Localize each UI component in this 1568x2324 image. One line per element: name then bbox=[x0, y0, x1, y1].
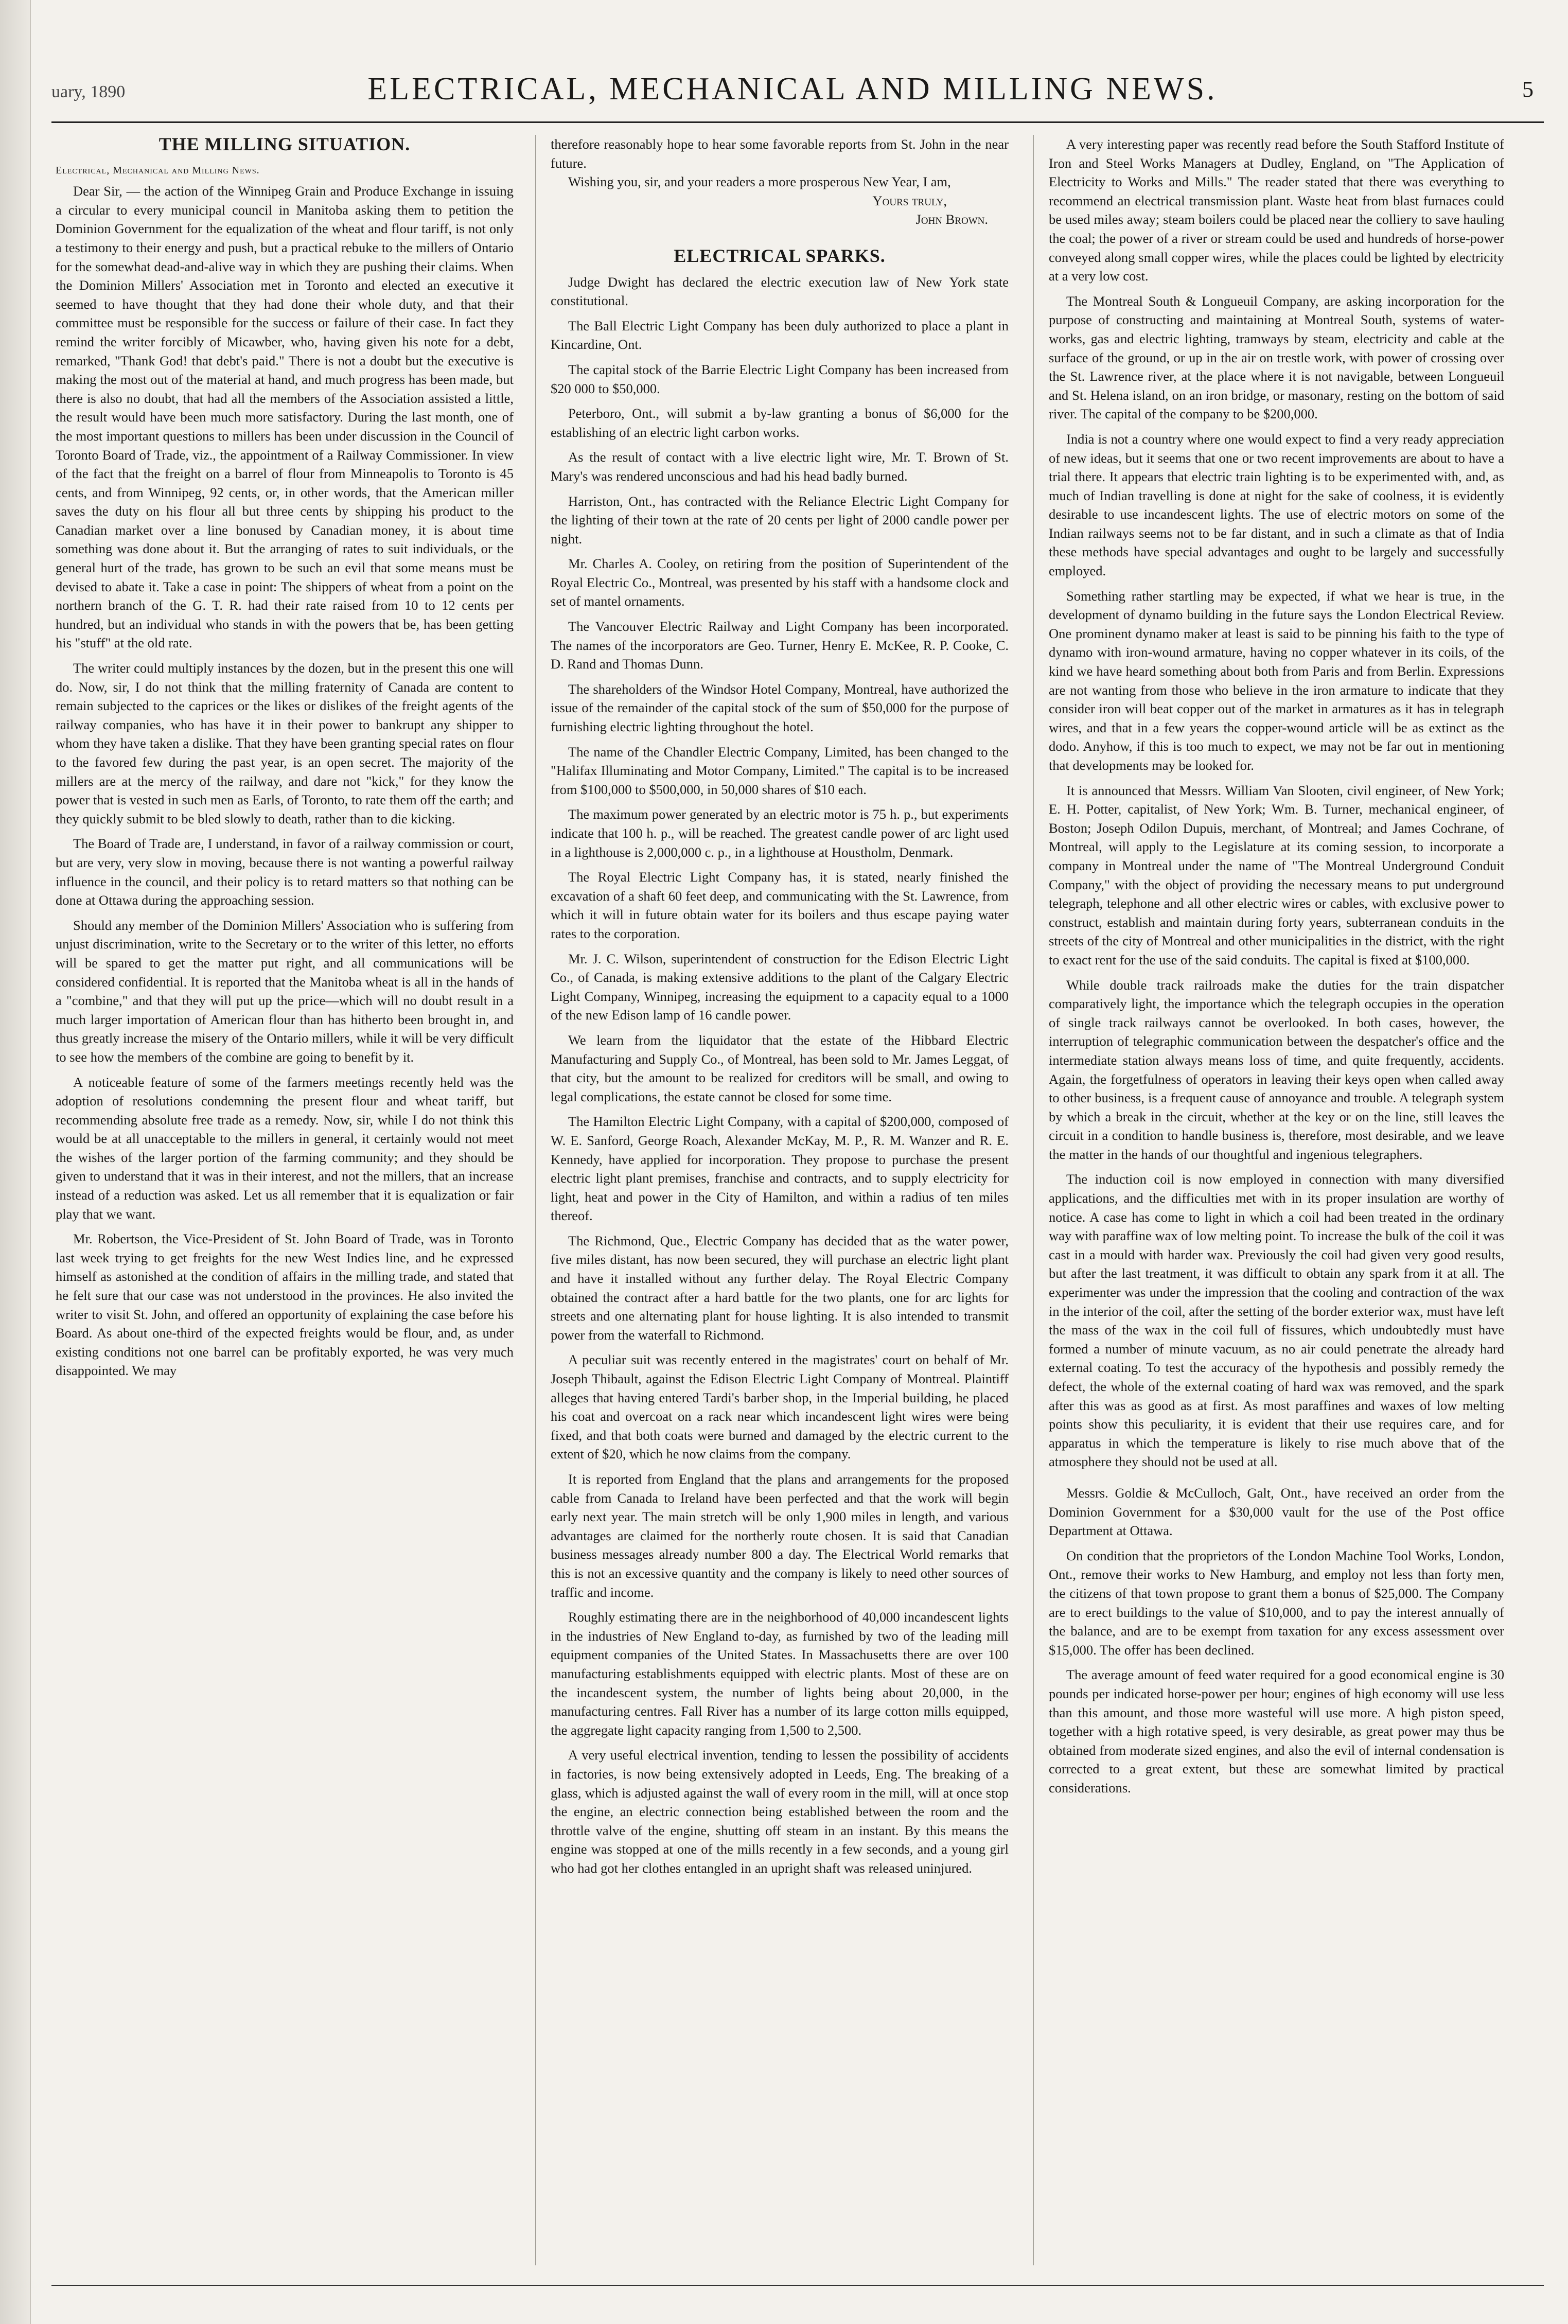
news-item: The Montreal South & Longueuil Company, are asking incorporation for the purpose of constructing and maintaining at Montreal South, systems of water-works, gas and electric lighting, tramways by steam, electricity and cable at the surface of the ground, or up in the air on trestle work, with power of crossing over the St. Lawrence river, at the place where it is not navigable, between Longueuil and St. Helena island, on an iron bridge, or masonary, resting on the bottom of said river. The capital of the company to be $200,000. bbox=[1049, 293, 1504, 422]
header-rule bbox=[51, 121, 1544, 123]
paragraph: Should any member of the Dominion Millers' Association who is suffering from unjust discrimination, write to the Secretary or to the writer of this letter, no efforts will be spared to get the matter put right, and all communications will be considered confidential. It is reported that the Manitoba wheat is all in the hands of a "combine," and that they will put up the price—which will no doubt result in a much larger importation of American flour than has hitherto been brought in, and thus greatly increase the misery of the Ontario millers, while it will be very difficult to see how the members of the combine are going to benefit by it. bbox=[56, 917, 514, 1065]
closing-line: Wishing you, sir, and your readers a more prosperous New Year, I am, bbox=[568, 174, 951, 190]
page-number: 5 bbox=[1522, 77, 1534, 102]
news-item: The average amount of feed water required for a good economical engine is 30 pounds per indicated horse-power per hour; engines of high economy will use less than this amount, and those more wasteful will use more. A high piston speed, together with a high rotative speed, is very desirable, as great power may thus be obtained from moderate sized engines, and also the evil of internal condensation is corrected to a great extent, but these are somewhat limited by practical considerations. bbox=[1049, 1667, 1504, 1795]
news-item: It is announced that Messrs. William Van Slooten, civil engineer, of New York; E. H. Potter, capitalist, of New York; Wm. B. Turner, mechanical engineer, of Boston; Joseph Odilon Dupuis, merchant, of Montreal; and James Cochrane, of Montreal, will apply to the Legislature at its coming session, to incorporate a company in Montreal under the name of "The Montreal Underground Conduit Company," with the object of providing the necessary means to put underground telegraph, telephone and all other electric wires or cables, with exclusive power to construct, establish and maintain during forty years, subterranean conduits in the streets of the city of Montreal and other municipalities in the district, with the right to exact rent for the use of the said conduits. The capital is fixed at $100,000. bbox=[1049, 782, 1504, 967]
paragraph: The writer could multiply instances by the dozen, but in the present this one will do. Now, sir, I do not think that the milling fraternity of Canada are content to remain subjected to the caprices or the likes or dislikes of the freight agents of the railway companies, who has have it in their power to bankrupt any shipper to whom they have taken a dislike. That they have been granting special rates on flour to the favored few during the past year, is an open secret. The majority of the millers are at the mercy of the railway, and dare not "kick," for they know the power that is vested in such men as Earls, of Toronto, to rate them off the earth; and they quickly submit to be bled slowly to death, rather than to die kicking. bbox=[56, 660, 514, 826]
news-item: A very interesting paper was recently read before the South Stafford Institute of Iron and Steel Works Managers at Dudley, England, on "The Application of Electricity to Works and Mills." The reader stated that there was everything to recommend an electrical transmission plant. Waste heat from blast furnaces could be used miles away; steam boilers could be placed near the colliery to save hauling the coal; the power of a river or stream could be used and hundreds of horse-power conveyed along small copper wires, while the places could be lighted by electricity at a very low cost. bbox=[1049, 136, 1504, 284]
news-item: India is not a country where one would expect to find a very ready appreciation of new ideas, but it seems that one or two recent improvements are about to have a trial there. It appears that electric train lighting is to be experimented with, and, as much of Indian travelling is done at night for the sake of coolness, it is evidently desirable to use incandescent lights. The use of electric motors on some of the Indian railways seems not to be far distant, and in such a climate as that of India these methods have special advantages and ought to be largely and successfully employed. bbox=[1049, 431, 1504, 579]
news-item: The capital stock of the Barrie Electric Light Company has been increased from $20 000 to $50,000. bbox=[551, 361, 1009, 396]
news-item: While double track railroads make the duties for the train dispatcher comparatively light, the importance which the telegraph occupies in the operation of single track railways cannot be overlooked. In both cases, however, the interruption of telegraphic communication between the despatcher's office and the intermediate station always means loss of time, and quite frequently, accidents. Again, the forgetfulness of operators in leaving their keys open when called away to other business, is a frequent cause of annoyance and trouble. A telegraph system by which a break in the circuit, whether at the key or on the line, still leaves the circuit in a condition to handle business is, therefore, most desirable, and we leave the matter in the hands of our thoughtful and ingenious telegraphers. bbox=[1049, 977, 1504, 1162]
paragraph: Mr. Robertson, the Vice-President of St. John Board of Trade, was in Toronto last week trying to get freights for the new West Indies line, and he expressed himself as astonished at the condition of affairs in the milling trade, and stated that he felt sure that our case was not understood in the provinces. He also invited the writer to visit St. John, and offered an opportunity of explaining the case before his Board. As about one-third of the expected freights would be flour, and, as under existing conditions not one barrel can be profitably exported, he was very much disappointed. We may bbox=[56, 1231, 514, 1379]
page-header bbox=[36, 71, 1549, 117]
news-item: As the result of contact with a live electric light wire, Mr. T. Brown of St. Mary's was rendered unconscious and had his head badly burned. bbox=[551, 449, 1009, 484]
column-divider bbox=[1033, 135, 1034, 2265]
news-item: Mr. Charles A. Cooley, on retiring from the position of Superintendent of the Royal Electric Co., Montreal, was presented by his staff with a handsome clock and set of mantel ornaments. bbox=[551, 556, 1009, 609]
column-divider bbox=[535, 135, 536, 2265]
news-item: The Ball Electric Light Company has been duly authorized to place a plant in Kincardine, Ont. bbox=[551, 318, 1009, 353]
yours-truly: Yours truly, bbox=[872, 192, 947, 208]
article-subheading: Electrical, Mechanical and Milling News. bbox=[56, 164, 260, 176]
news-item: On condition that the proprietors of the London Machine Tool Works, London, Ont., remove their works to New Hamburg, and employ not less than forty men, the citizens of that town propose to grant them a bonus of $25,000. The Company are to erect buildings to the value of $10,000, and to pay the interest annually of the balance, and are to be exempt from taxation for any excess assessment over $15,000. The offer has been declined. bbox=[1049, 1547, 1504, 1658]
news-item: Something rather startling may be expected, if what we hear is true, in the development of dynamo building in the future says the London Electrical Review. One prominent dynamo maker at least is said to be pinning his faith to the type of dynamo with iron-wound armature, having no copper whatever in its coils, of the kind we have heard something about both from Paris and from Berlin. Expressions are not wanting from those who believe in the iron armature to indicate that they consider iron will beat copper out of the market in armatures as it has in telegraph wires, and that in a few years the copper-wound article will be as extinct as the dodo. Anyhow, if this is too much to expect, we may not be far out in mentioning that developments may be looked for. bbox=[1049, 588, 1504, 773]
footer-rule bbox=[51, 2285, 1544, 2286]
news-item: Messrs. Goldie & McCulloch, Galt, Ont., have received an order from the Dominion Government for a $30,000 vault for the use of the Post office Department at Ottawa. bbox=[1049, 1485, 1504, 1539]
column-news-items bbox=[1049, 135, 1504, 1797]
article-heading: ELECTRICAL SPARKS. bbox=[674, 245, 886, 266]
article-heading: THE MILLING SITUATION. bbox=[158, 134, 411, 154]
paragraph: A noticeable feature of some of the farmers meetings recently held was the adoption of resolutions condemning the present flour and wheat tariff, but recommending absolute free trade as a remedy. Now, sir, while I do not think this would be at all unacceptable to the millers in general, it certainly would not meet the wishes of the larger portion of the farming community; and they should be given to understand that it was in their interest, and not the millers, that an increase instead of a reduction was asked. Let us all remember that it is equalization or fair play that we want. bbox=[56, 1074, 514, 1222]
news-item: We learn from the liquidator that the estate of the Hibbard Electric Manufacturing and Supply Co., of Montreal, has been sold to Mr. James Leggat, of that city, but the amount to be realized for creditors will be small, and owing to legal complications, the estate cannot be closed for some time. bbox=[551, 1032, 1009, 1104]
news-item: The Hamilton Electric Light Company, with a capital of $200,000, composed of W. E. Sanford, George Roach, Alexander McKay, M. P., R. M. Wanzer and R. E. Kennedy, have applied for incorporation. They propose to purchase the present electric light plant premises, franchise and contracts, and to supply electricity for light, heat and power in the City of Hamilton, and within a radius of ten miles thereof. bbox=[551, 1114, 1009, 1224]
column-electrical-sparks bbox=[551, 135, 1009, 1877]
news-item: The name of the Chandler Electric Company, Limited, has been changed to the "Halifax Illuminating and Motor Company, Limited." The capital is to be increased from $100,000 to $500,000, in 50,000 shares of $10 each. bbox=[551, 744, 1009, 797]
news-item: The maximum power generated by an electric motor is 75 h. p., but experiments indicate that 100 h. p., will be reached. The greatest candle power of arc light used in a lighthouse is 2,000,000 c. p., in a lighthouse at Houstholm, Denmark. bbox=[551, 806, 1009, 860]
publication-title: ELECTRICAL, MECHANICAL AND MILLING NEWS. bbox=[367, 72, 1218, 107]
news-item: The Royal Electric Light Company has, it is stated, nearly finished the excavation of a shaft 60 feet deep, and communicating with the St. Lawrence, from which it will in future obtain water for its boilers and thus escape paying water rates to the corporation. bbox=[551, 869, 1009, 941]
signature: John Brown. bbox=[915, 212, 988, 227]
news-item: A very useful electrical invention, tending to lessen the possibility of accidents in factories, is now being extensively adopted in Leeds, Eng. The breaking of a glass, which is adjusted against the wall of every room in the mill, will at once stop the engine, an electric connection being established between the room and the throttle valve of the engine, shutting off steam in an instant. By this means the engine was stopped at one of the mills recently in a few seconds, and a young girl who had got her clothes entangled in an upright shaft was released uninjured. bbox=[551, 1747, 1009, 1876]
news-item: The induction coil is now employed in connection with many diversified applications, and the difficulties met with in its proper insulation are worthy of notice. A case has come to light in which a coil had been treated in the ordinary way with paraffine wax of low melting point. To increase the bulk of the coil it was cast in a mould with harder wax. Previously the coil had given very good results, but after the last treatment, it was difficult to obtain any spark from it at all. The experimenter was under the impression that the cooling and contraction of the wax in the interior of the coil, after the setting of the border exterior wax, must have left the mass of the wax in the coil full of fissures, which undoubtedly must have formed a number of minute vacuum, as no air could penetrate the already hard external coating. To test the accuracy of the hypothesis and possibly remedy the defect, the whole of the external coating of hard wax was removed, and the spark after this was as good as at first. As most paraffines and waxes of low melting points show this peculiarity, it is evident that their use requires care, and for apparatus in which the temperature is likely to rise much above that of the atmosphere they should not be used at all. bbox=[1049, 1171, 1504, 1470]
news-item: Judge Dwight has declared the electric execution law of New York state constitutional. bbox=[551, 274, 1009, 309]
news-item: Peterboro, Ont., will submit a by-law granting a bonus of $6,000 for the establishing of an electric light carbon works. bbox=[551, 406, 1009, 440]
news-item: The shareholders of the Windsor Hotel Company, Montreal, have authorized the issue of the remainder of the capital stock of the sum of $50,000 for the purpose of furnishing electric lighting throughout the hotel. bbox=[551, 681, 1009, 735]
paragraph: therefore reasonably hope to hear some favorable reports from St. John in the near future. bbox=[551, 136, 1009, 171]
news-item: The Richmond, Que., Electric Company has decided that as the water power, five miles distant, has now been secured, they will purchase an electric light plant and have it installed without any further delay. The Royal Electric Company obtained the contract after a hard battle for the two plants, one for arc lights for streets and one alternating plant for house lighting. It is also intended to transmit power from the waterfall to Richmond. bbox=[551, 1233, 1009, 1343]
issue-date: uary, 1890 bbox=[51, 82, 126, 101]
paragraph: The Board of Trade are, I understand, in favor of a railway commission or court, but are very, very slow in moving, because there is not wanting a powerful railway influence in the council, and their policy is to retard matters so that nothing can be done at Ottawa during the approaching session. bbox=[56, 836, 514, 908]
paragraph: Dear Sir, — the action of the Winnipeg Grain and Produce Exchange in issuing a circular to every municipal council in Manitoba asking them to petition the Dominion Government for the equalization of the wheat and flour tariff, is not only a testimony to their energy and push, but a practical rebuke to the millers of Ontario for the somewhat dead-and-alive way in which they are pushing their claims. When the Dominion Millers' Association met in Toronto and elected an executive it seemed to have thought that they had done their whole duty, and that their committee must be responsible for the success or failure of their case. In fact they remind the writer forcibly of Micawber, who, having given his note for a debt, remarked, "Thank God! that debt's paid." There is not a doubt but the executive is making the most out of the material at hand, and much progress has been made, but there is also no doubt, that had all the members of the Association assisted a little, the result would have been much more satisfactory. During the last month, one of the most important questions to millers has been under discussion in the Council of Toronto Board of Trade, viz., the appointment of a Railway Commissioner. In view of the fact that the freight on a barrel of flour from Minneapolis to Toronto is 45 cents, and from Winnipeg, 92 cents, or, in other words, that the American miller saves the duty on his flour all but three cents by shipping his product to the Canadian market over a line bonused by Canadian money, it is about time something was done about it. But the arranging of rates to suit individuals, or the general hurt of the trade, has grown to be such an evil that some means must be devised to abate it. Take a case in point: The shippers of wheat from a point on the northern branch of the G. T. R. had their rate raised from 10 to 12 cents per hundred, but an individual who stands in with the powers that be, has been getting his "stuff" at the old rate. bbox=[56, 183, 514, 651]
news-item: It is reported from England that the plans and arrangements for the proposed cable from Canada to Ireland have been perfected and that the work will begin early next year. The main stretch will be only 1,900 miles in length, and various advantages are claimed for the northerly route chosen. It is said that Canadian business messages already number 800 a day. The Electrical World remarks that this is not an excessive quantity and the company is likely to need other sources of traffic and income. bbox=[551, 1471, 1009, 1600]
news-item: A peculiar suit was recently entered in the magistrates' court on behalf of Mr. Joseph Thibault, against the Edison Electric Light Company of Montreal. Plaintiff alleges that having entered Tardi's barber shop, in the Imperial building, he placed his coat and overcoat on a rack near which incandescent light wires were being fixed, and that both coats were burned and damaged by the electric current to the extent of $20, which he now claims from the company. bbox=[551, 1352, 1009, 1462]
news-item: Mr. J. C. Wilson, superintendent of construction for the Edison Electric Light Co., of Canada, is making extensive additions to the plant of the Calgary Electric Light Company, Winnipeg, increasing the equipment to a capacity equal to a 1000 of the new Edison lamp of 16 candle power. bbox=[551, 950, 1009, 1023]
news-item: The Vancouver Electric Railway and Light Company has been incorporated. The names of the incorporators are Geo. Turner, Henry E. McKee, R. P. Cooke, C. D. Rand and Thomas Dunn. bbox=[551, 619, 1009, 672]
binding-gutter bbox=[0, 0, 31, 2324]
news-item: Harriston, Ont., has contracted with the Reliance Electric Light Company for the lighting of their town at the rate of 20 cents per light of 2000 candle power per night. bbox=[551, 493, 1009, 547]
news-item: Roughly estimating there are in the neighborhood of 40,000 incandescent lights in the industries of New England to-day, as furnished by two of the leading mill equipment companies of the United States. In Massachusetts there are over 100 manufacturing establishments equipped with electric plants. Most of these are on the incandescent system, the number of lights being about 20,000, in the manufacturing centres. Fall River has a number of its large cotton mills equipped, the aggregate light capacity ranging from 1,500 to 2,500. bbox=[551, 1609, 1009, 1738]
column-milling-situation bbox=[56, 135, 514, 1380]
